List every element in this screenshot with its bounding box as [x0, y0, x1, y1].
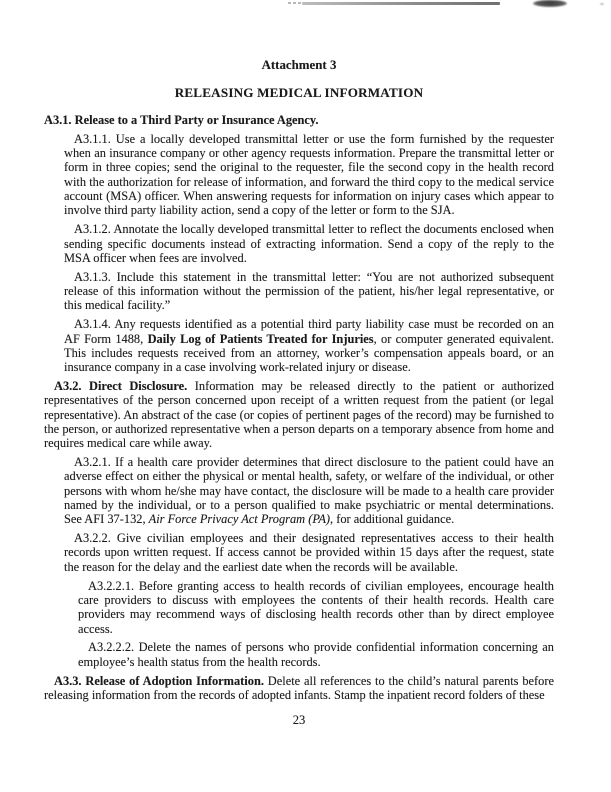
page-number: 23: [292, 713, 306, 728]
para-a3-1-3: A3.1.3. Include this statement in the transmittal letter: “You are not authorized subsequent release of this information without the permission of the patient, his/her legal representative, or this medical facility.”: [64, 269, 554, 313]
para-a3-2-2: A3.2.2. Give civilian employees and their designated representatives access to their health records upon written request. If access cannot be provided within 15 days after the request, state the reason for the delay and the earliest date when the records will be available.: [64, 531, 554, 574]
attachment-label: Attachment 3: [261, 58, 337, 72]
para-a3-1-1: A3.1.1. Use a locally developed transmittal letter or use the form furnished by the requester when an insurance company or other agency requests information. Prepare the transmittal letter or form in three copies; send the original to the requester, file the second copy in the health record with the authorization for release of information, and forward the third copy to the medical service account (MSA) officer. When answering requests for information on injury cases which appear to involve third party liability action, send a copy of the letter or form to the SJA.: [64, 131, 554, 218]
para-a3-1-2: A3.1.2. Annotate the locally developed transmittal letter to reflect the documents enclosed when sending specific documents instead of extracting information. Send a copy of the reply to the MSA officer when fees are involved.: [64, 222, 554, 265]
para-a3-2-2-1: A3.2.2.1. Before granting access to health records of civilian employees, encourage health care providers to discuss with employees the contents of their health records. Health care providers may recommend ways of disclosing health records other than by direct employee access.: [78, 578, 554, 636]
document-body: [44, 58, 554, 728]
para-a3-2-1: A3.2.1. If a health care provider determines that direct disclosure to the patient could have an adverse effect on either the physical or mental health, safety, or welfare of the individual, or other persons with whom he/she may have contact, the disclosure will be made to a health care provider named by the individual, or to a person qualified to make psychiatric or mental determinations. See AFI 37-132, Air Force Privacy Act Program (PA), for additional guidance.: [64, 455, 554, 527]
para-a3-1: A3.1. Release to a Third Party or Insurance Agency.: [44, 112, 319, 127]
para-a3-2-2-2: A3.2.2.2. Delete the names of persons who provide confidential information concerning an employee’s health status from the health records.: [78, 640, 554, 669]
page-title: RELEASING MEDICAL INFORMATION: [174, 85, 424, 101]
para-a3-2: A3.2. Direct Disclosure. Information may be released directly to the patient or authorized representatives of the person concerned upon receipt of a written request from the patient (or legal representative). An abstract of the case (or copies of pertinent pages of the record) may be furnished to the person, or authorized representative when a person departs on a temporary absence from home and requires medical care while away.: [44, 379, 554, 451]
para-a3-1-4: A3.1.4. Any requests identified as a potential third party liability case must be recorded on an AF Form 1488, Daily Log of Patients Treated for Injuries, or computer generated equivalent. This includes requests received from an attorney, worker’s compensation appeals board, or an insurance company in a case involving work-related injury or disease.: [64, 317, 554, 375]
scan-artifact-dashes: [288, 2, 301, 4]
scan-artifact-speck: [600, 3, 604, 5]
scan-artifact-smudge: [533, 0, 567, 7]
para-a3-3: A3.3. Release of Adoption Information. Delete all references to the child’s natural parents before releasing information from the records of adopted infants. Stamp the inpatient record folders of these: [44, 673, 554, 702]
document-paragraphs: [44, 113, 554, 703]
scan-artifact-line: [302, 2, 500, 5]
